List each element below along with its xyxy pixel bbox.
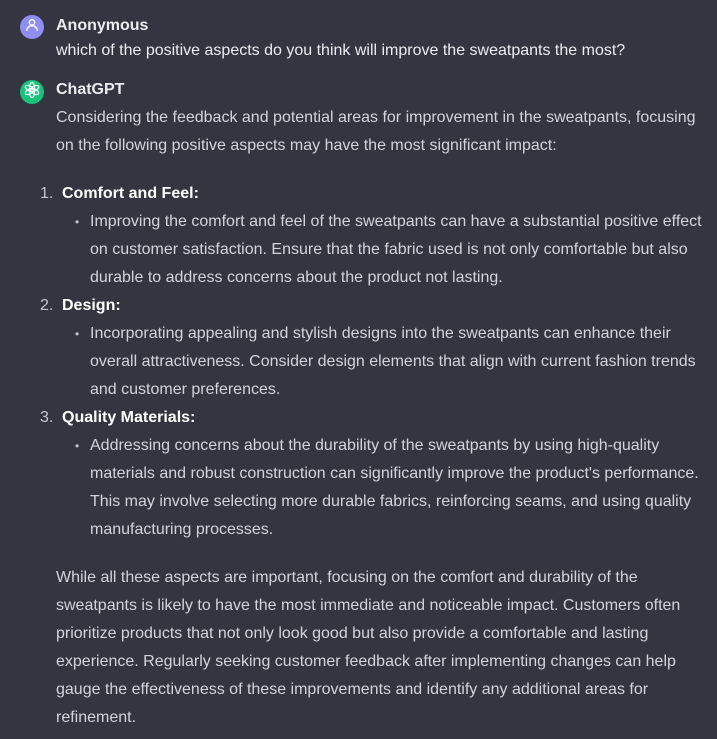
list-number: 2. [40, 297, 54, 314]
sub-list-item [62, 208, 706, 292]
list-item-title: Quality Materials: [62, 409, 196, 426]
bullet-icon: • [75, 439, 80, 453]
list-item-title: Comfort and Feel: [62, 185, 199, 202]
openai-logo-icon [23, 81, 41, 104]
bullet-icon: • [75, 327, 80, 341]
user-message-text: which of the positive aspects do you think will improve the sweatpants the most? [56, 42, 626, 59]
list-number: 3. [40, 409, 54, 426]
sub-list [62, 320, 706, 404]
response-intro: Considering the feedback and potential areas for improvement in the sweatpants, focusing on the following positive aspects may have the most significant impact: [56, 109, 696, 154]
sub-list [62, 432, 706, 544]
sub-list [62, 208, 706, 292]
sub-list-item [62, 320, 706, 404]
sub-list-text: Incorporating appealing and stylish designs into the sweatpants can enhance their overall attractiveness. Consider design elements that align with current fashion trends and customer preferences. [90, 325, 696, 398]
sub-list-text: Improving the comfort and feel of the sweatpants can have a substantial positive effect on customer satisfaction. Ensure that the fabric used is not only comfortable but also durable to address concerns about the product not lasting. [90, 213, 702, 286]
list-item [40, 180, 706, 292]
list-item [40, 404, 706, 544]
assistant-response [40, 104, 706, 732]
list-number: 1. [40, 185, 54, 202]
assistant-avatar [20, 80, 44, 104]
list-item-title: Design: [62, 297, 121, 314]
user-avatar [20, 15, 44, 39]
user-icon [24, 17, 40, 38]
assistant-author-name: ChatGPT [56, 81, 125, 98]
sub-list-item [62, 432, 706, 544]
list-item [40, 292, 706, 404]
bullet-icon: • [75, 215, 80, 229]
aspects-list [40, 180, 706, 544]
sub-list-text: Addressing concerns about the durability of the sweatpants by using high-quality materials and robust construction can significantly improve the product's performance. This may involve selecting more durable fabrics, reinforcing seams, and using quality manufacturing processes. [90, 437, 699, 538]
user-author-name: Anonymous [56, 17, 149, 34]
response-outro: While all these aspects are important, focusing on the comfort and durability of the sweatpants is likely to have the most immediate and noticeable impact. Customers often prioritize products that not only look good but also provide a comfortable and lasting experience. Regularly seeking customer feedback after implementing changes can help gauge the effectiveness of these improvements and identify any additional areas for refinement. [56, 569, 681, 726]
